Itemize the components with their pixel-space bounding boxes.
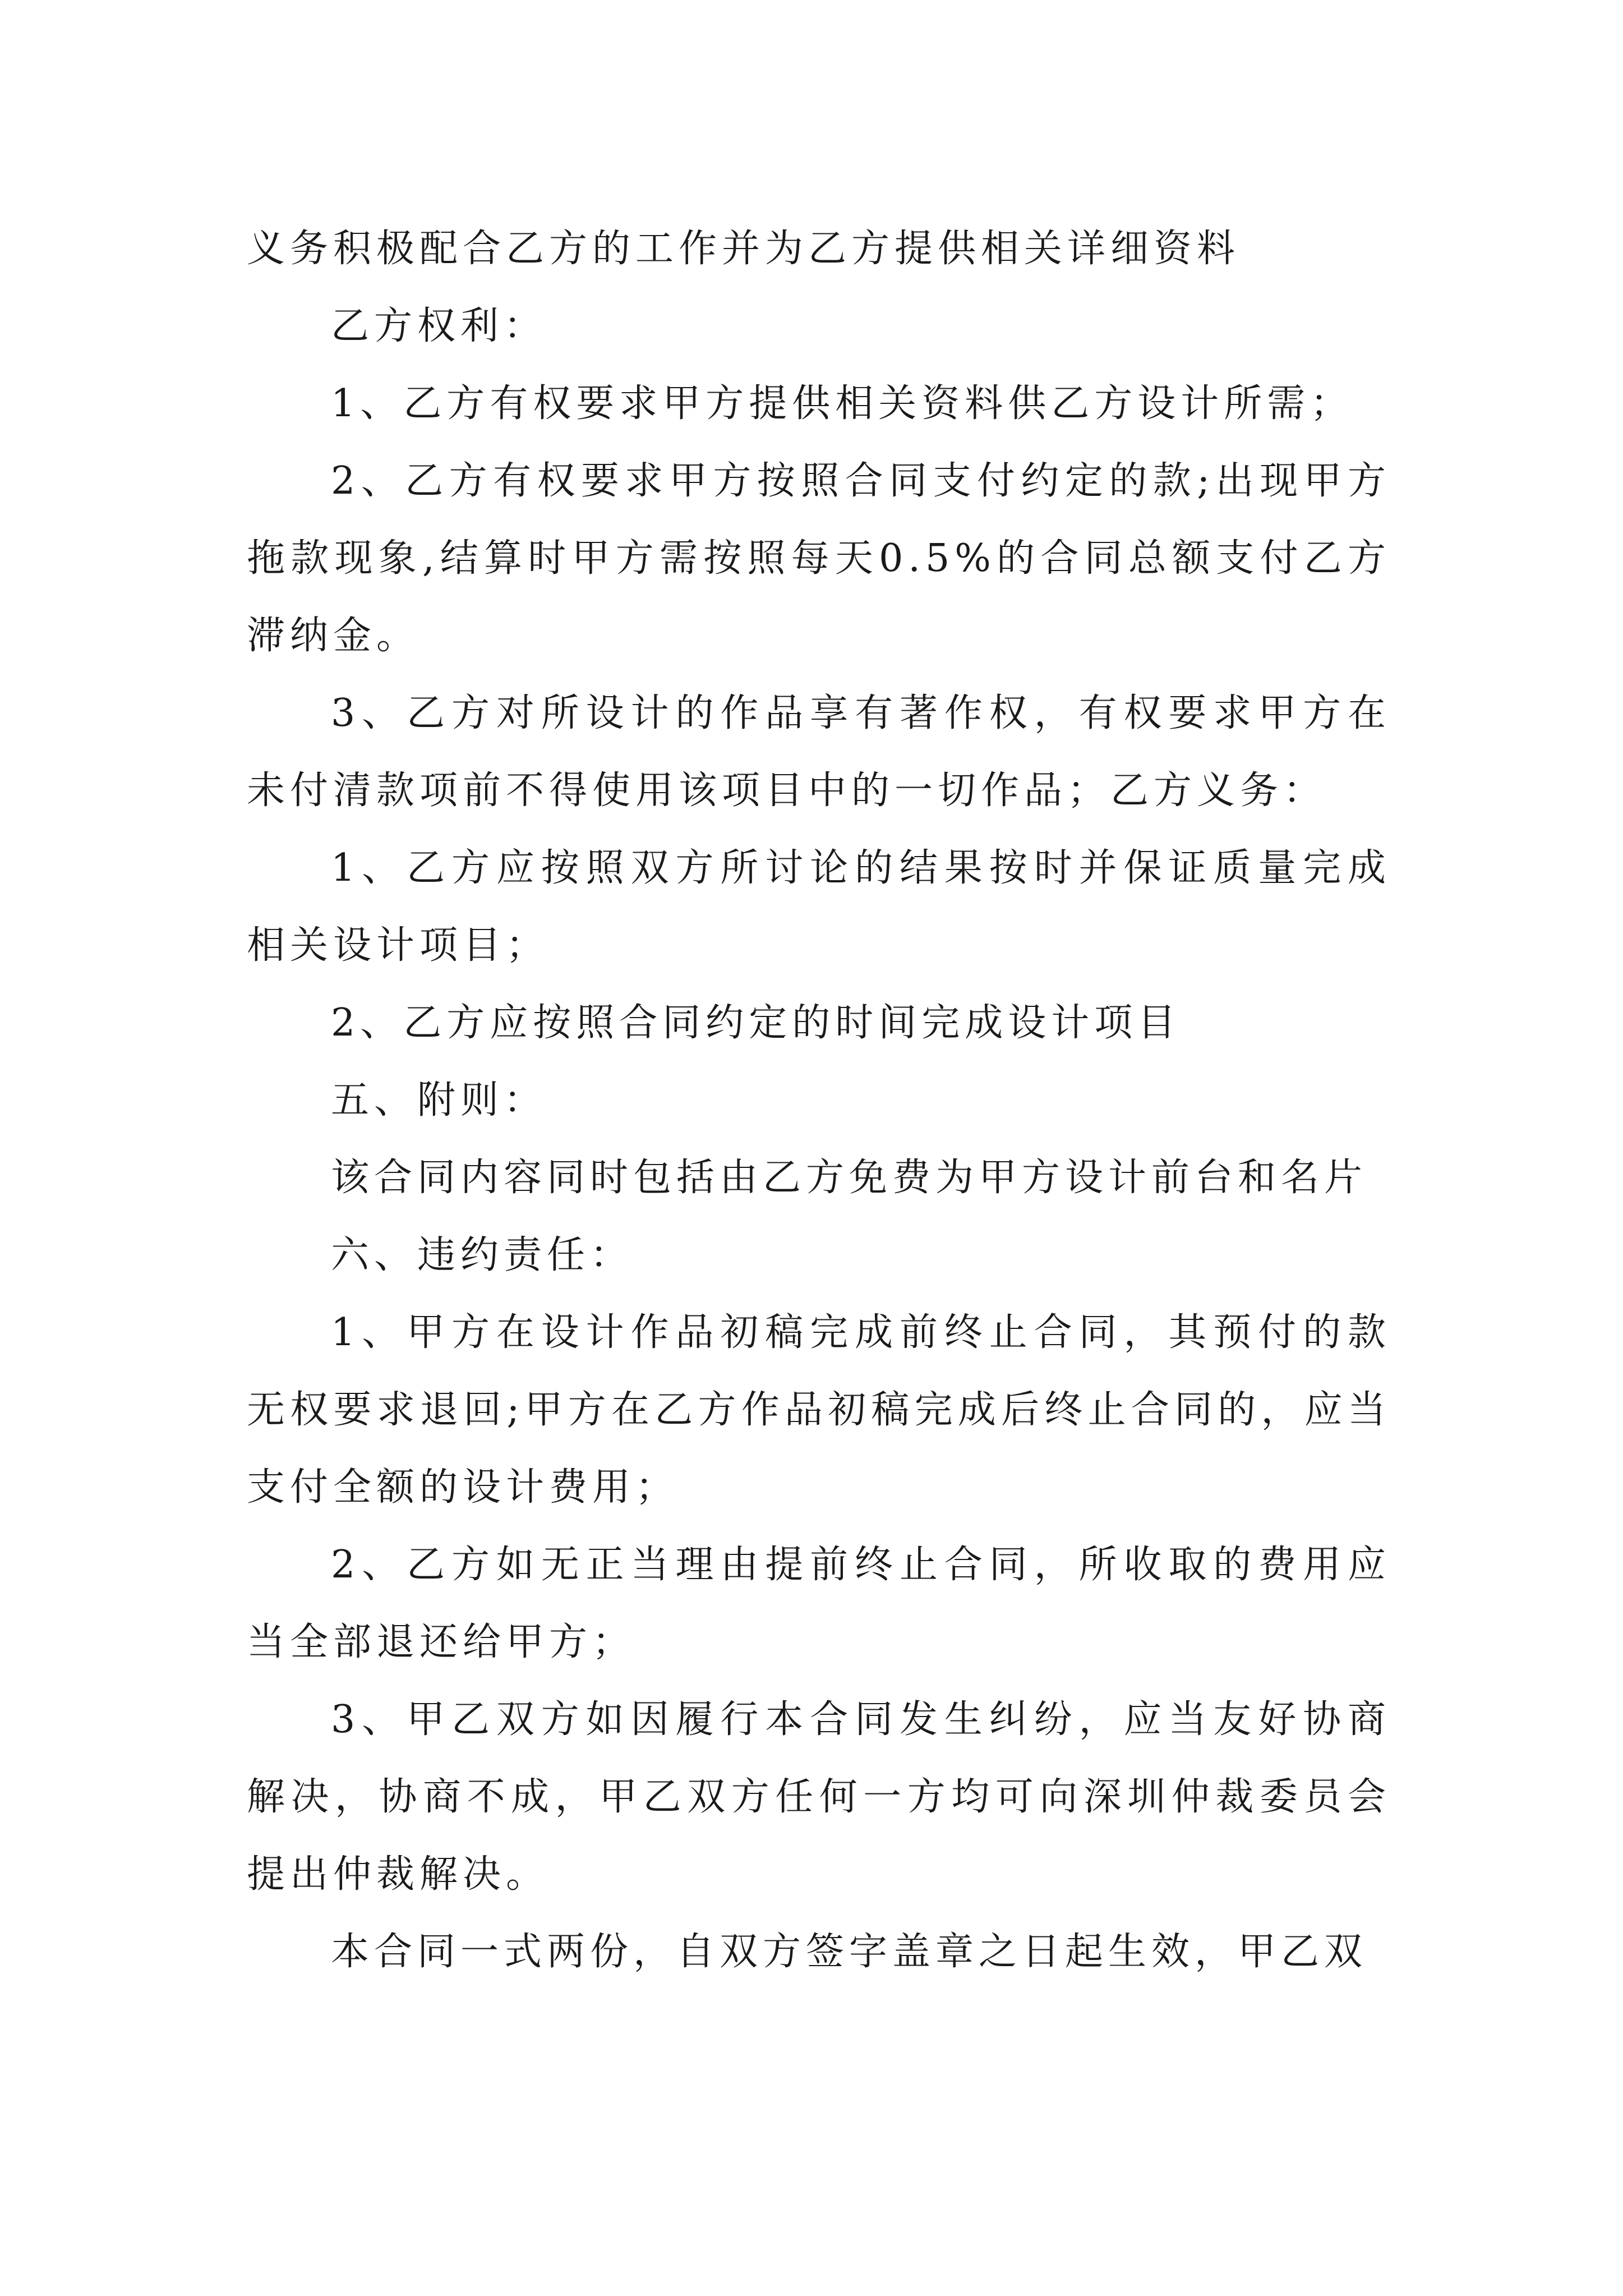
paragraph-2: 乙方权利：	[331, 304, 547, 348]
paragraph-4: 2、乙方有权要求甲方按照合同支付约定的款;出现甲方拖款现象,结算时甲方需按照每天0.5%的合同总额支付乙方滞纳金。	[247, 459, 1391, 658]
paragraph-7: 2、乙方应按照合同约定的时间完成设计项目	[331, 1001, 1181, 1045]
paragraph-5: 3、乙方对所设计的作品享有著作权，有权要求甲方在未付清款项前不得使用该项目中的一切作品；乙方义务：	[247, 691, 1391, 813]
paragraph-6: 1、乙方应按照双方所讨论的结果按时并保证质量完成相关设计项目；	[247, 846, 1391, 968]
paragraph-11: 1、甲方在设计作品初稿完成前终止合同，其预付的款无权要求退回;甲方在乙方作品初稿完成后终止合同的，应当支付全额的设计费用；	[247, 1310, 1391, 1510]
paragraph-3: 1、乙方有权要求甲方提供相关资料供乙方设计所需；	[331, 381, 1354, 426]
paragraph-8: 五、附则：	[331, 1078, 547, 1122]
paragraph-13: 3、甲乙双方如因履行本合同发生纠纷，应当友好协商解决，协商不成，甲乙双方任何一方均可向深圳仲裁委员会提出仲裁解决。	[247, 1697, 1391, 1897]
document-body	[247, 210, 1391, 1991]
paragraph-12: 2、乙方如无正当理由提前终止合同，所收取的费用应当全部退还给甲方；	[247, 1543, 1391, 1664]
paragraph-10: 六、违约责任：	[331, 1233, 634, 1277]
paragraph-1: 义务积极配合乙方的工作并为乙方提供相关详细资料	[247, 227, 1241, 271]
paragraph-14: 本合同一式两份，自双方签字盖章之日起生效，甲乙双	[331, 1930, 1368, 1974]
paragraph-9: 该合同内容同时包括由乙方免费为甲方设计前台和名片	[331, 1156, 1368, 1200]
